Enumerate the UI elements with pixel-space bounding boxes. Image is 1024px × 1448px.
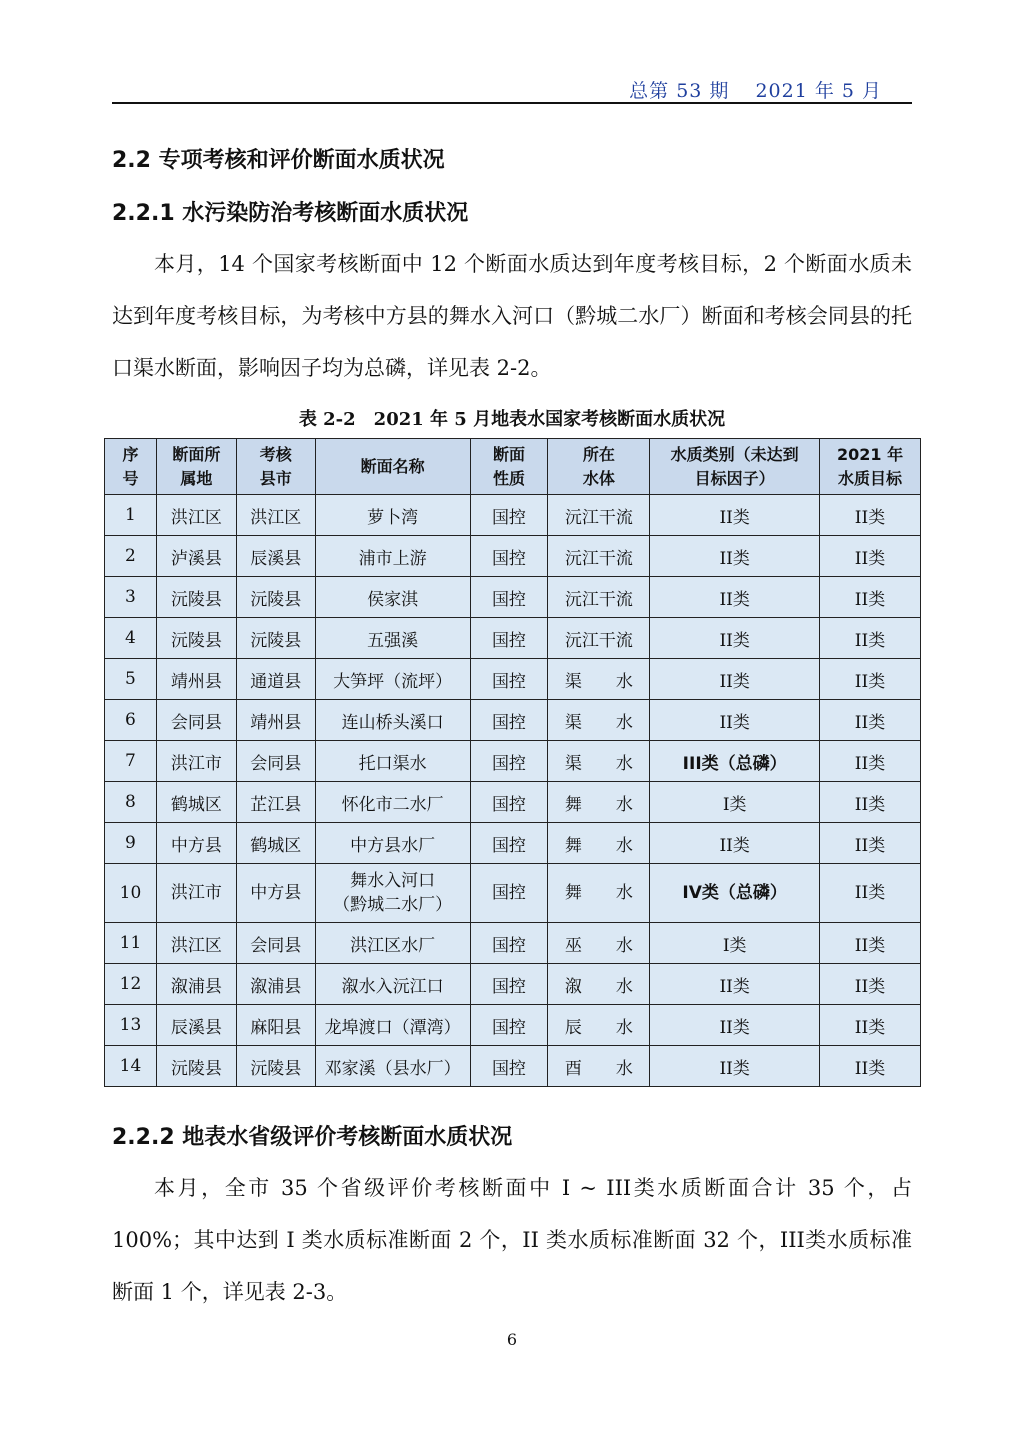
cell-index: 11 [105,923,157,964]
cell-target: II类 [820,495,921,536]
cell-quality-class: II类 [650,1046,820,1087]
page-header [112,64,912,104]
cell-section-name: 溆水入沅江口 [315,964,470,1005]
header-date: 2021 年 5 月 [755,80,882,102]
cell-location: 沅陵县 [156,618,236,659]
cell-section-name: 中方县水厂 [315,823,470,864]
cell-nature: 国控 [470,1005,548,1046]
cell-section-name: 托口渠水 [315,741,470,782]
cell-quality-class: II类 [650,618,820,659]
col-header-county: 考核 县市 [236,439,315,495]
cell-target: II类 [820,618,921,659]
cell-county: 沅陵县 [236,577,315,618]
cell-index: 12 [105,964,157,1005]
cell-nature: 国控 [470,964,548,1005]
table-row [105,1005,921,1046]
cell-water-body: 沅江干流 [548,577,650,618]
cell-nature: 国控 [470,495,548,536]
cell-county: 靖州县 [236,700,315,741]
table-row [105,700,921,741]
cell-quality-class: II类 [650,495,820,536]
cell-water-body: 巫 水 [548,923,650,964]
cell-section-name: 洪江区水厂 [315,923,470,964]
col-header-nature: 断面 性质 [470,439,548,495]
cell-location: 会同县 [156,700,236,741]
cell-water-body: 辰 水 [548,1005,650,1046]
cell-quality-class: II类 [650,700,820,741]
cell-location: 洪江市 [156,741,236,782]
water-quality-table [104,438,921,1087]
cell-target: II类 [820,659,921,700]
cell-quality-class: I类 [650,923,820,964]
cell-section-name: 侯家淇 [315,577,470,618]
cell-water-body: 舞 水 [548,782,650,823]
table-header-row [105,439,921,495]
cell-nature: 国控 [470,536,548,577]
cell-nature: 国控 [470,618,548,659]
header-issue: 总第 53 期 [629,80,730,102]
cell-water-body: 沅江干流 [548,618,650,659]
cell-target: II类 [820,700,921,741]
section-heading-2-2-1: 2.2.1 水污染防治考核断面水质状况 [112,201,469,226]
cell-location: 沅陵县 [156,577,236,618]
cell-section-name: 邓家溪（县水厂） [315,1046,470,1087]
cell-quality-class: II类 [650,1005,820,1046]
cell-county: 鹤城区 [236,823,315,864]
cell-water-body: 溆 水 [548,964,650,1005]
section-heading-2-2: 2.2 专项考核和评价断面水质状况 [112,148,445,173]
cell-quality-class-exceeded: IV类（总磷） [650,864,820,923]
cell-nature: 国控 [470,659,548,700]
cell-county: 洪江区 [236,495,315,536]
col-header-section-name: 断面名称 [315,439,470,495]
cell-location: 洪江市 [156,864,236,923]
paragraph-national-sections: 本月，14 个国家考核断面中 12 个断面水质达到年度考核目标，2 个断面水质未达到年度考核目标，为考核中方县的舞水入河口（黔城二水厂）断面和考核会同县的托口渠水断面，影响因子均为总磷，详见表 2-2。 [112,252,912,380]
section-heading-2-2-2: 2.2.2 地表水省级评价考核断面水质状况 [112,1125,513,1150]
cell-quality-class-exceeded: III类（总磷） [650,741,820,782]
cell-location: 溆浦县 [156,964,236,1005]
table-row [105,1046,921,1087]
cell-index: 3 [105,577,157,618]
cell-location: 洪江区 [156,923,236,964]
cell-index: 7 [105,741,157,782]
cell-target: II类 [820,577,921,618]
table-row [105,741,921,782]
cell-index: 4 [105,618,157,659]
cell-location: 沅陵县 [156,1046,236,1087]
cell-water-body: 舞 水 [548,823,650,864]
cell-county: 中方县 [236,864,315,923]
cell-index: 6 [105,700,157,741]
cell-quality-class: II类 [650,659,820,700]
table-row [105,577,921,618]
cell-nature: 国控 [470,1046,548,1087]
cell-nature: 国控 [470,823,548,864]
table-row [105,964,921,1005]
cell-section-name: 浦市上游 [315,536,470,577]
header-text [603,76,882,103]
cell-section-name [315,864,470,923]
cell-target: II类 [820,536,921,577]
paragraph-provincial-sections: 本月，全市 35 个省级评价考核断面中 I ~ III类水质断面合计 35 个，占 100%；其中达到 I 类水质标准断面 2 个，II 类水质标准断面 32 个，III类水质标准断面 1 个，详见表 2-3。 [112,1176,912,1304]
cell-county: 通道县 [236,659,315,700]
cell-location: 辰溪县 [156,1005,236,1046]
col-header-target: 2021 年 水质目标 [820,439,921,495]
page-number: 6 [506,1330,518,1349]
cell-location: 洪江区 [156,495,236,536]
section-name-line: 舞水入河口 [350,871,436,891]
cell-location: 鹤城区 [156,782,236,823]
cell-quality-class: I类 [650,782,820,823]
cell-quality-class: II类 [650,964,820,1005]
cell-nature: 国控 [470,864,548,923]
cell-target: II类 [820,964,921,1005]
cell-county: 芷江县 [236,782,315,823]
cell-location: 靖州县 [156,659,236,700]
table-row [105,495,921,536]
cell-index: 1 [105,495,157,536]
table-caption: 表 2-2 2021 年 5 月地表水国家考核断面水质状况 [298,409,726,430]
cell-target: II类 [820,782,921,823]
col-header-index: 序 号 [105,439,157,495]
table-row [105,782,921,823]
table-row [105,823,921,864]
cell-quality-class: II类 [650,823,820,864]
cell-water-body: 沅江干流 [548,495,650,536]
cell-nature: 国控 [470,741,548,782]
cell-water-body: 酉 水 [548,1046,650,1087]
cell-target: II类 [820,1005,921,1046]
cell-target: II类 [820,923,921,964]
cell-index: 9 [105,823,157,864]
cell-section-name: 怀化市二水厂 [315,782,470,823]
section-name-line: （黔城二水厂） [333,895,453,915]
col-header-quality-class: 水质类别（未达到 目标因子） [650,439,820,495]
cell-section-name: 龙埠渡口（潭湾） [315,1005,470,1046]
cell-nature: 国控 [470,577,548,618]
col-header-location: 断面所 属地 [156,439,236,495]
cell-county: 会同县 [236,923,315,964]
cell-index: 5 [105,659,157,700]
cell-section-name: 大笋坪（流坪） [315,659,470,700]
cell-index: 10 [105,864,157,923]
cell-index: 2 [105,536,157,577]
cell-county: 沅陵县 [236,1046,315,1087]
cell-water-body: 渠 水 [548,700,650,741]
table-row [105,618,921,659]
table-row [105,536,921,577]
cell-section-name: 连山桥头溪口 [315,700,470,741]
cell-index: 14 [105,1046,157,1087]
cell-county: 会同县 [236,741,315,782]
cell-water-body: 渠 水 [548,741,650,782]
cell-water-body: 舞 水 [548,864,650,923]
cell-county: 沅陵县 [236,618,315,659]
cell-target: II类 [820,864,921,923]
cell-quality-class: II类 [650,577,820,618]
cell-index: 8 [105,782,157,823]
cell-nature: 国控 [470,782,548,823]
cell-nature: 国控 [470,700,548,741]
cell-section-name: 萝卜湾 [315,495,470,536]
cell-target: II类 [820,823,921,864]
cell-target: II类 [820,1046,921,1087]
cell-water-body: 渠 水 [548,659,650,700]
cell-section-name: 五强溪 [315,618,470,659]
cell-county: 麻阳县 [236,1005,315,1046]
col-header-water-body: 所在 水体 [548,439,650,495]
table-row [105,659,921,700]
cell-index: 13 [105,1005,157,1046]
cell-target: II类 [820,741,921,782]
cell-location: 泸溪县 [156,536,236,577]
cell-county: 溆浦县 [236,964,315,1005]
table-row [105,864,921,923]
cell-nature: 国控 [470,923,548,964]
cell-county: 辰溪县 [236,536,315,577]
cell-water-body: 沅江干流 [548,536,650,577]
cell-quality-class: II类 [650,536,820,577]
table-row [105,923,921,964]
cell-location: 中方县 [156,823,236,864]
